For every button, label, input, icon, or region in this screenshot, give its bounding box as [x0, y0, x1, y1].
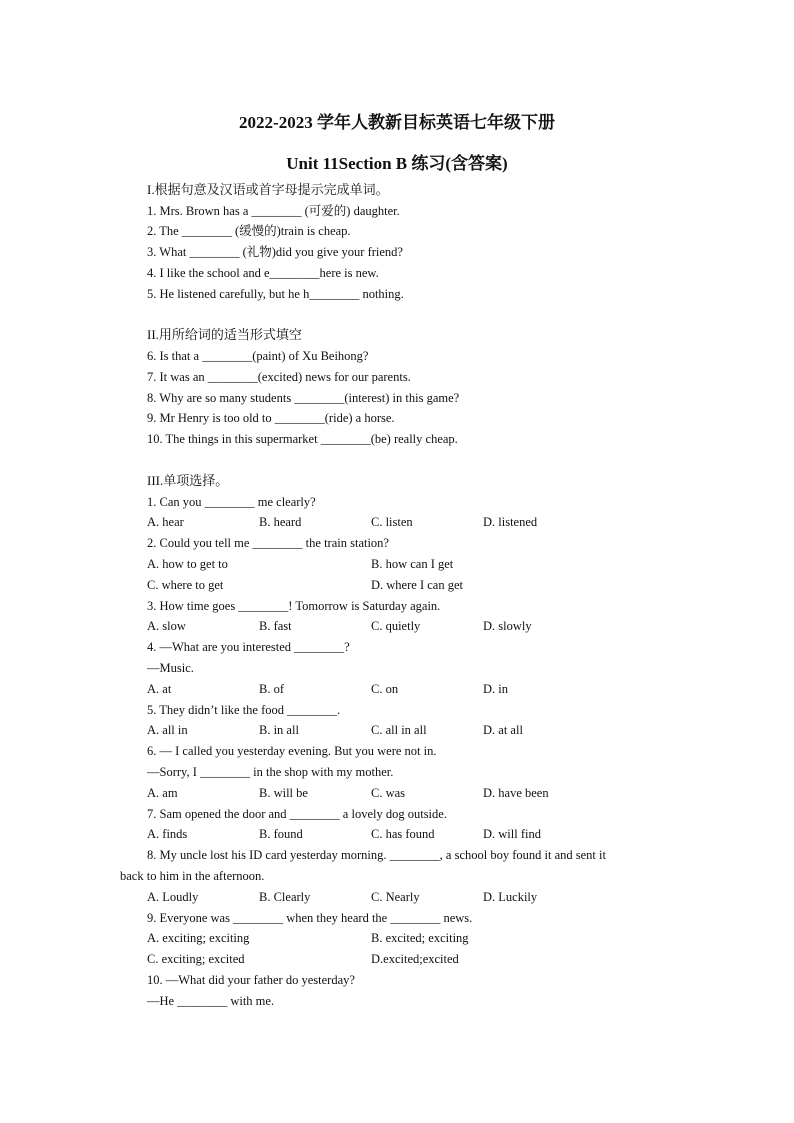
q8-stem-continued: back to him in the afternoon. [120, 869, 265, 883]
q6-reply: —Sorry, I ________ in the shop with my mother. [147, 765, 394, 779]
q4-stem: 4. —What are you interested ________? [147, 640, 350, 654]
q2-option-b: B. how can I get [371, 557, 454, 571]
q6-option-b: B. will be [259, 786, 308, 800]
q1-option-d: D. listened [483, 515, 538, 529]
q1-option-a: A. hear [147, 515, 184, 529]
q6-option-c: C. was [371, 786, 406, 800]
q2-option-d: D. where I can get [371, 578, 463, 592]
q10-stem: 10. —What did your father do yesterday? [147, 973, 355, 987]
s2-item-8: 8. Why are so many students ________(interest) in this game? [147, 391, 460, 405]
q6-stem: 6. — I called you yesterday evening. But you were not in. [147, 744, 437, 758]
q1-option-c: C. listen [371, 515, 413, 529]
q4-option-d: D. in [483, 682, 508, 696]
q3-option-a: A. slow [147, 619, 186, 633]
s1-item-3: 3. What ________ (礼物)did you give your friend? [147, 245, 403, 259]
q7-stem: 7. Sam opened the door and ________ a lovely dog outside. [147, 807, 447, 821]
q3-option-c: C. quietly [371, 619, 421, 633]
q3-option-d: D. slowly [483, 619, 532, 633]
s1-item-1: 1. Mrs. Brown has a ________ (可爱的) daughter. [147, 204, 400, 218]
q5-option-a: A. all in [147, 723, 188, 737]
q7-option-b: B. found [259, 827, 303, 841]
q8-option-d: D. Luckily [483, 890, 538, 904]
s1-item-2: 2. The ________ (缓慢的)train is cheap. [147, 224, 351, 238]
q8-option-c: C. Nearly [371, 890, 420, 904]
q1-stem: 1. Can you ________ me clearly? [147, 495, 316, 509]
section-2-heading: II.用所给词的适当形式填空 [147, 327, 302, 342]
section-3-heading: III.单项选择。 [147, 473, 229, 488]
s2-item-9: 9. Mr Henry is too old to ________(ride) a horse. [147, 411, 395, 425]
q4-option-b: B. of [259, 682, 284, 696]
s2-item-6: 6. Is that a ________(paint) of Xu Beihong? [147, 349, 369, 363]
document-title: 2022-2023 学年人教新目标英语七年级下册 [239, 113, 555, 132]
section-1-heading: I.根据句意及汉语或首字母提示完成单词。 [147, 182, 389, 197]
document-subtitle: Unit 11Section B 练习(含答案) [286, 154, 508, 173]
s2-item-7: 7. It was an ________(excited) news for our parents. [147, 370, 411, 384]
q4-option-a: A. at [147, 682, 172, 696]
q9-stem: 9. Everyone was ________ when they heard the ________ news. [147, 911, 473, 925]
q2-option-c: C. where to get [147, 578, 224, 592]
q7-option-c: C. has found [371, 827, 435, 841]
q5-option-c: C. all in all [371, 723, 427, 737]
q6-option-d: D. have been [483, 786, 549, 800]
q2-stem: 2. Could you tell me ________ the train station? [147, 536, 389, 550]
q5-option-b: B. in all [259, 723, 299, 737]
s1-item-5: 5. He listened carefully, but he h________ nothing. [147, 287, 404, 301]
q9-option-a: A. exciting; exciting [147, 931, 250, 945]
q6-option-a: A. am [147, 786, 178, 800]
q1-option-b: B. heard [259, 515, 302, 529]
q10-reply: —He ________ with me. [147, 994, 275, 1008]
q7-option-d: D. will find [483, 827, 541, 841]
q9-option-b: B. excited; exciting [371, 931, 469, 945]
q5-stem: 5. They didn’t like the food ________. [147, 703, 341, 717]
q4-reply: —Music. [147, 661, 194, 675]
q8-option-b: B. Clearly [259, 890, 311, 904]
q2-option-a: A. how to get to [147, 557, 228, 571]
s2-item-10: 10. The things in this supermarket ________(be) really cheap. [147, 432, 458, 446]
q5-option-d: D. at all [483, 723, 523, 737]
q9-option-c: C. exciting; excited [147, 952, 245, 966]
s1-item-4: 4. I like the school and e________here is new. [147, 266, 379, 280]
q8-stem: 8. My uncle lost his ID card yesterday morning. ________, a school boy found it and sent it [147, 848, 606, 862]
q9-option-d: D.excited;excited [371, 952, 459, 966]
q4-option-c: C. on [371, 682, 399, 696]
q3-stem: 3. How time goes ________! Tomorrow is Saturday again. [147, 599, 441, 613]
q8-option-a: A. Loudly [147, 890, 199, 904]
q7-option-a: A. finds [147, 827, 188, 841]
q3-option-b: B. fast [259, 619, 292, 633]
